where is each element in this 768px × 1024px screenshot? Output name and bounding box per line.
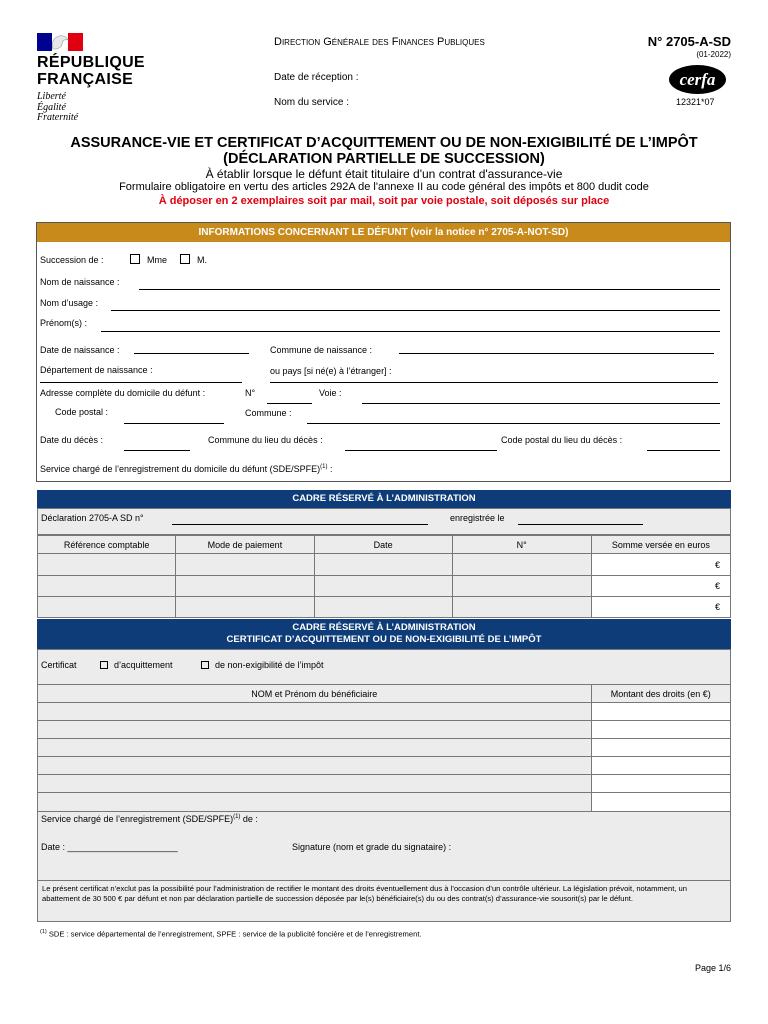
euro-symbol: € — [714, 581, 720, 591]
col-reference: Référence comptable — [38, 536, 176, 554]
code-postal-field[interactable] — [124, 423, 224, 424]
service-charge-label — [40, 464, 333, 474]
motto — [37, 92, 78, 124]
nom-naissance-label: Nom de naissance : — [40, 277, 120, 287]
service-enregistrement-sup: (1) — [233, 814, 241, 820]
subtitle-2: Formulaire obligatoire en vertu des articles 292A de l'annexe II au code général des impôts et 800 dudit code — [119, 181, 649, 193]
motto-fraternite: Fraternité — [37, 112, 79, 123]
form-number: N° 2705-A-SD — [647, 34, 731, 49]
warning-text: À déposer en 2 exemplaires soit par mail, soit par voie postale, soit déposés sur place — [158, 195, 610, 207]
commune-naissance-field[interactable] — [399, 353, 714, 354]
service-charge-colon: : — [327, 464, 333, 474]
voie-field[interactable] — [362, 403, 720, 404]
payment-cell[interactable] — [452, 576, 591, 597]
enregistree-field[interactable] — [518, 524, 643, 525]
beneficiaire-name-cell[interactable] — [38, 703, 592, 721]
payment-table — [37, 535, 731, 618]
beneficiaire-name-cell[interactable] — [38, 739, 592, 757]
beneficiaire-amount-cell[interactable] — [591, 775, 730, 793]
numero-field[interactable] — [267, 403, 312, 404]
beneficiaire-row — [38, 793, 731, 812]
motto-egalite: Égalité — [37, 101, 66, 113]
succession-label: Succession de : — [40, 255, 104, 265]
payment-amount[interactable] — [591, 554, 730, 576]
service-enregistrement-label — [41, 814, 258, 824]
date-label: Date : ______________________ — [41, 842, 178, 852]
nom-naissance-field[interactable] — [139, 289, 720, 290]
prenoms-field[interactable] — [101, 331, 720, 332]
marianne-flag-icon — [37, 33, 83, 51]
beneficiaire-table — [37, 684, 731, 812]
col-somme: Somme versée en euros — [591, 536, 730, 554]
direction-title: Direction Générale des Finances Publiques — [274, 36, 485, 48]
nom-usage-field[interactable] — [111, 310, 720, 311]
cp-deces-label: Code postal du lieu du décès : — [501, 435, 623, 445]
commune-deces-label: Commune du lieu du décès : — [208, 435, 323, 445]
defunt-header: INFORMATIONS CONCERNANT LE DÉFUNT (voir la notice n° 2705-A-NOT-SD) — [37, 223, 730, 242]
admin2-header-line1: CADRE RÉSERVÉ À L’ADMINISTRATION — [292, 622, 476, 633]
beneficiaire-name-cell[interactable] — [38, 721, 592, 739]
form-date: (01-2022) — [696, 50, 731, 59]
declaration-label: Déclaration 2705-A SD n° — [41, 513, 144, 523]
beneficiaire-row — [38, 757, 731, 775]
mme-checkbox[interactable] — [130, 254, 140, 264]
cp-deces-field[interactable] — [647, 450, 720, 451]
nom-service-label: Nom du service : — [274, 97, 350, 108]
payment-cell[interactable] — [38, 597, 176, 618]
admin1-header: CADRE RÉSERVÉ À L’ADMINISTRATION — [37, 490, 731, 508]
cerfa-number: 12321*07 — [676, 97, 715, 107]
date-deces-label: Date du décès : — [40, 435, 104, 445]
departement-naissance-field[interactable] — [40, 382, 242, 383]
date-deces-field[interactable] — [124, 450, 190, 451]
admin2-header — [37, 619, 731, 649]
beneficiaire-name-cell[interactable] — [38, 793, 592, 812]
non-exigibilite-checkbox[interactable] — [201, 661, 209, 669]
subtitle-1: À établir lorsque le défunt était titulaire d'un contrat d'assurance-vie — [205, 167, 563, 181]
defunt-section — [36, 222, 731, 482]
beneficiaire-amount-cell[interactable] — [591, 793, 730, 812]
certificat-label: Certificat — [41, 660, 77, 670]
acquittement-checkbox[interactable] — [100, 661, 108, 669]
payment-cell[interactable] — [38, 576, 176, 597]
beneficiaire-row — [38, 775, 731, 793]
euro-symbol: € — [714, 559, 720, 570]
col-montant-droits: Montant des droits (en €) — [591, 685, 730, 703]
service-enregistrement-de: de : — [240, 814, 258, 824]
beneficiaire-amount-cell[interactable] — [591, 739, 730, 757]
main-title-line2: (DÉCLARATION PARTIELLE DE SUCCESSION) — [223, 151, 545, 167]
payment-row — [38, 576, 731, 597]
code-postal-label: Code postal : — [55, 407, 109, 417]
payment-header-row — [38, 536, 731, 554]
payment-amount[interactable] — [591, 597, 730, 618]
euro-symbol: € — [714, 602, 720, 612]
payment-cell[interactable] — [314, 576, 452, 597]
beneficiaire-header-row — [38, 685, 731, 703]
nom-usage-label: Nom d’usage : — [40, 298, 99, 308]
beneficiaire-amount-cell[interactable] — [591, 721, 730, 739]
cerfa-logo — [669, 65, 726, 94]
republique-logo — [37, 33, 147, 128]
beneficiaire-row — [38, 739, 731, 757]
enregistree-label: enregistrée le — [450, 513, 505, 523]
service-charge-sup: (1) — [320, 464, 328, 470]
col-nom-prenom: NOM et Prénom du bénéficiaire — [38, 685, 592, 703]
col-mode: Mode de paiement — [176, 536, 314, 554]
commune-label: Commune : — [245, 408, 292, 418]
date-naissance-field[interactable] — [134, 353, 249, 354]
date-naissance-label: Date de naissance : — [40, 345, 120, 355]
voie-label: Voie : — [319, 388, 342, 398]
signature-label: Signature (nom et grade du signataire) : — [292, 842, 452, 852]
payment-cell[interactable] — [176, 576, 314, 597]
footnote — [40, 929, 422, 939]
payment-cell[interactable] — [452, 554, 591, 576]
payment-cell[interactable] — [314, 597, 452, 618]
logo-line2: FRANÇAISE — [37, 71, 134, 88]
non-exigibilite-label: de non-exigibilité de l’impôt — [215, 660, 324, 670]
payment-cell[interactable] — [176, 554, 314, 576]
payment-row — [38, 597, 731, 618]
beneficiaire-row — [38, 721, 731, 739]
commune-field[interactable] — [307, 423, 720, 424]
pays-field[interactable] — [270, 382, 718, 383]
prenoms-label: Prénom(s) : — [40, 318, 88, 328]
m-checkbox[interactable] — [180, 254, 190, 264]
footnote-text: SDE : service départemental de l’enregistrement, SPFE : service de la publicité foncière et de l’enregistrement. — [46, 929, 422, 939]
m-label: M. — [197, 255, 207, 265]
beneficiaire-row — [38, 703, 731, 721]
motto-liberte: Liberté — [37, 91, 66, 102]
col-date: Date — [314, 536, 452, 554]
commune-deces-field[interactable] — [345, 450, 497, 451]
logo-line1: RÉPUBLIQUE — [37, 54, 145, 71]
payment-amount[interactable] — [591, 576, 730, 597]
admin2-header-line2: CERTIFICAT D’ACQUITTEMENT OU DE NON-EXIGIBILITÉ DE L’IMPÔT — [226, 634, 542, 645]
payment-cell[interactable] — [176, 597, 314, 618]
titles — [0, 135, 768, 208]
adresse-label: Adresse complète du domicile du défunt : — [40, 388, 206, 398]
payment-row — [38, 554, 731, 576]
payment-cell[interactable] — [314, 554, 452, 576]
cerfa-label: cerfa — [679, 70, 716, 89]
main-title-line1: ASSURANCE-VIE ET CERTIFICAT D’ACQUITTEMENT OU DE NON-EXIGIBILITÉ DE L’IMPÔT — [70, 135, 698, 151]
numero-label: N° — [245, 388, 256, 398]
beneficiaire-name-cell[interactable] — [38, 757, 592, 775]
service-charge-text: Service chargé de l’enregistrement du domicile du défunt (SDE/SPFE) — [40, 464, 321, 474]
declaration-field[interactable] — [172, 524, 428, 525]
beneficiaire-amount-cell[interactable] — [591, 703, 730, 721]
service-enregistrement-text: Service chargé de l’enregistrement (SDE/SPFE) — [41, 814, 234, 824]
disclaimer-box — [37, 880, 731, 922]
commune-naissance-label: Commune de naissance : — [270, 345, 373, 355]
payment-cell[interactable] — [38, 554, 176, 576]
mme-label: Mme — [147, 255, 167, 265]
payment-cell[interactable] — [452, 597, 591, 618]
disclaimer-text: Le présent certificat n’exclut pas la possibilité pour l’administration de rectifier le montant des droits éventuellement dus à l’occasion d’un contrôle ultérieur. La législation prévoit, notamment, un abattement de 30 500 € par défunt et non par déclaration partielle de succession déposée par le(s) bénéficiaire(s) du ou des contrat(s) d’assurance-vie sousorit(s) par le défunt. — [42, 884, 687, 903]
page-number: Page 1/6 — [694, 963, 731, 973]
beneficiaire-amount-cell[interactable] — [591, 757, 730, 775]
departement-naissance-label: Département de naissance : — [40, 365, 153, 375]
acquittement-label: d’acquittement — [114, 660, 173, 670]
col-numero: N° — [452, 536, 591, 554]
beneficiaire-name-cell[interactable] — [38, 775, 592, 793]
date-reception-label: Date de réception : — [274, 72, 359, 83]
pays-label: ou pays [si né(e) à l’étranger] : — [270, 366, 392, 376]
footnote-sup: (1) — [40, 929, 47, 935]
